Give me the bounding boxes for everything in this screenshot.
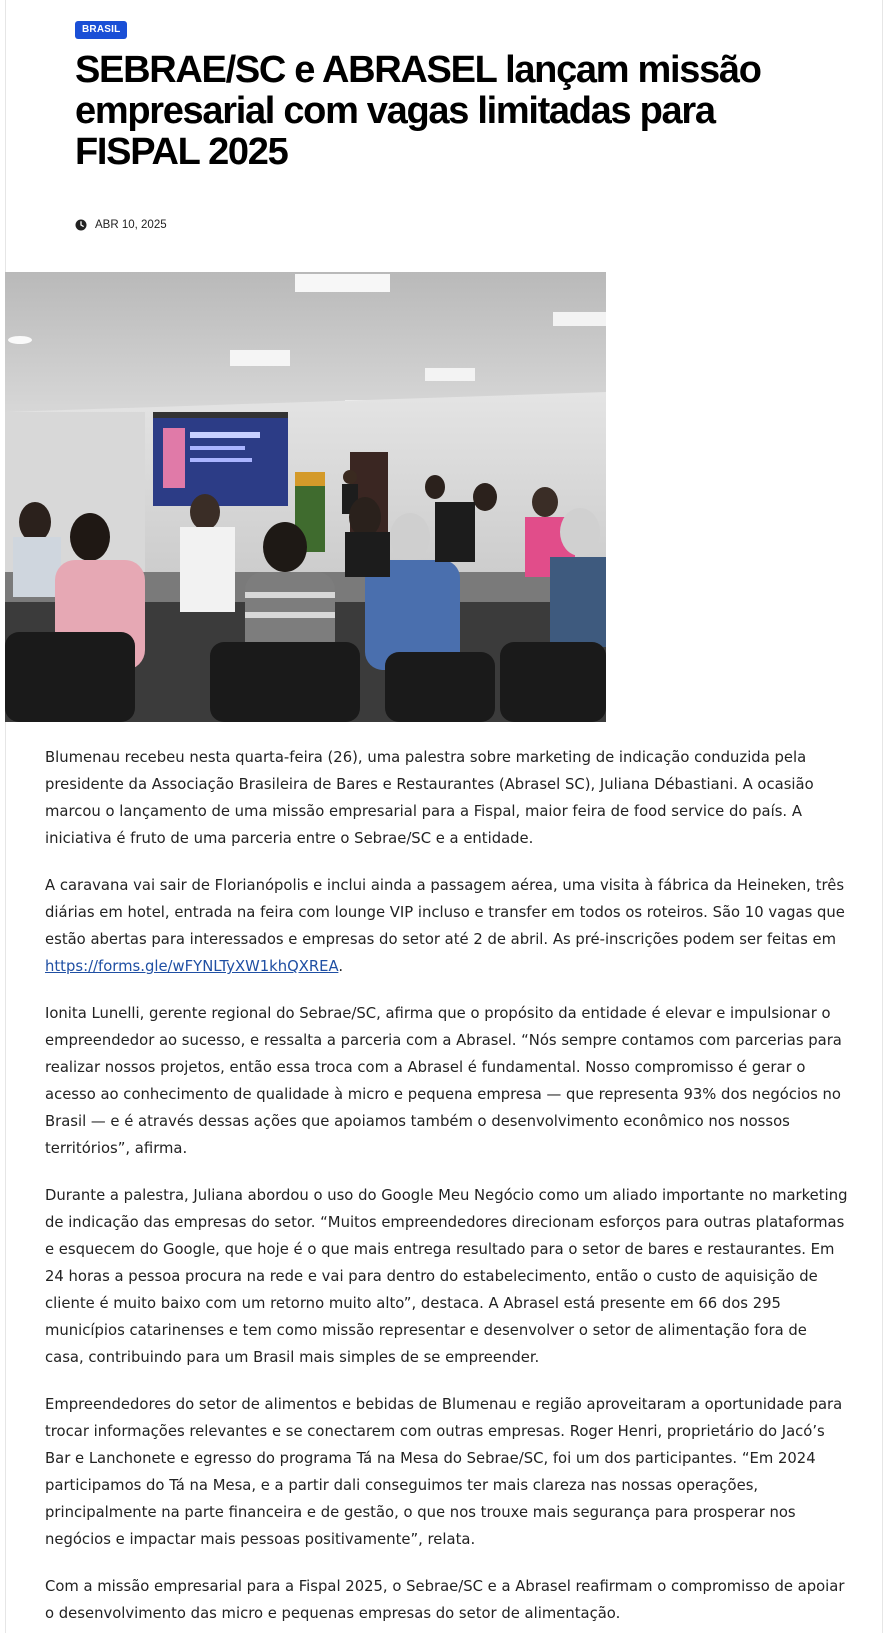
category-badge[interactable]: BRASIL <box>75 21 127 39</box>
paragraph-5: Empreendedores do setor de alimentos e bebidas de Blumenau e região aproveitaram a oportunidade para trocar informações relevantes e se conectarem com outras empresas. Roger Henri, proprietário do Jacó’s Bar e Lanchonete e egresso do programa Tá na Mesa do Sebrae/SC, foi um dos participantes. “Em 2024 participamos do Tá na Mesa, e a partir dali conseguimos ter mais clareza nas nossas operações, principalmente na parte financeira e de gestão, o que nos trouxe mais segurança para prosperar nos negócios e impactar mais pessoas positivamente”, relata. <box>45 1396 843 1548</box>
event-photo-illustration <box>5 272 606 722</box>
article-body <box>45 744 850 1647</box>
paragraph-2-text: A caravana vai sair de Florianópolis e inclui ainda a passagem aérea, uma visita à fábrica da Heineken, três diárias em hotel, entrada na feira com lounge VIP incluso e transfer em todos os roteiros. São 10 vagas que estão abertas para interessados e empresas do setor até 2 de abril. As pré-inscrições podem ser feitas em <box>45 877 845 948</box>
article-title: SEBRAE/SC e ABRASEL lançam missão empresarial com vagas limitadas para FISPAL 2025 <box>75 49 761 173</box>
event-photo <box>5 272 606 722</box>
publish-date: ABR 10, 2025 <box>95 219 167 231</box>
registration-link[interactable]: https://forms.gle/wFYNLTyXW1khQXREA <box>45 958 339 975</box>
paragraph-6: Com a missão empresarial para a Fispal 2025, o Sebrae/SC e a Abrasel reafirmam o compromisso de apoiar o desenvolvimento das micro e pequenas empresas do setor de alimentação. <box>45 1578 845 1622</box>
article-meta <box>75 219 167 231</box>
paragraph-2 <box>45 872 850 980</box>
paragraph-4: Durante a palestra, Juliana abordou o uso do Google Meu Negócio como um aliado importante no marketing de indicação das empresas do setor. “Muitos empreendedores direcionam esforços para outras plataformas e esquecem do Google, que hoje é o que mais entrega resultado para o setor de bares e restaurantes. Em 24 horas a pessoa procura na rede e vai para dentro do estabelecimento, então o custo de aquisição de cliente é muito baixo com um retorno muito alto”, destaca. A Abrasel está presente em 66 dos 295 municípios catarinenses e tem como missão representar e desenvolver o setor de alimentação fora de casa, contribuindo para um Brasil mais simples de se empreender. <box>45 1187 848 1366</box>
clock-icon <box>75 219 87 231</box>
paragraph-1: Blumenau recebeu nesta quarta-feira (26), uma palestra sobre marketing de indicação conduzida pela presidente da Associação Brasileira de Bares e Restaurantes (Abrasel SC), Juliana Débastiani. A ocasião marcou o lançamento de uma missão empresarial para a Fispal, maior feira de food service do país. A iniciativa é fruto de uma parceria entre o Sebrae/SC e a entidade. <box>45 749 814 847</box>
paragraph-3: Ionita Lunelli, gerente regional do Sebrae/SC, afirma que o propósito da entidade é elevar e impulsionar o empreendedor ao sucesso, e ressalta a parceria com a Abrasel. “Nós sempre contamos com parcerias para realizar nossos projetos, então essa troca com a Abrasel é fundamental. Nosso compromisso é gerar o acesso ao conhecimento de qualidade à micro e pequena empresa — que representa 93% dos negócios no Brasil — e é através dessas ações que apoiamos também o desenvolvimento econômico nos nossos territórios”, afirma. <box>45 1005 842 1157</box>
paragraph-2-end: . <box>338 958 344 975</box>
